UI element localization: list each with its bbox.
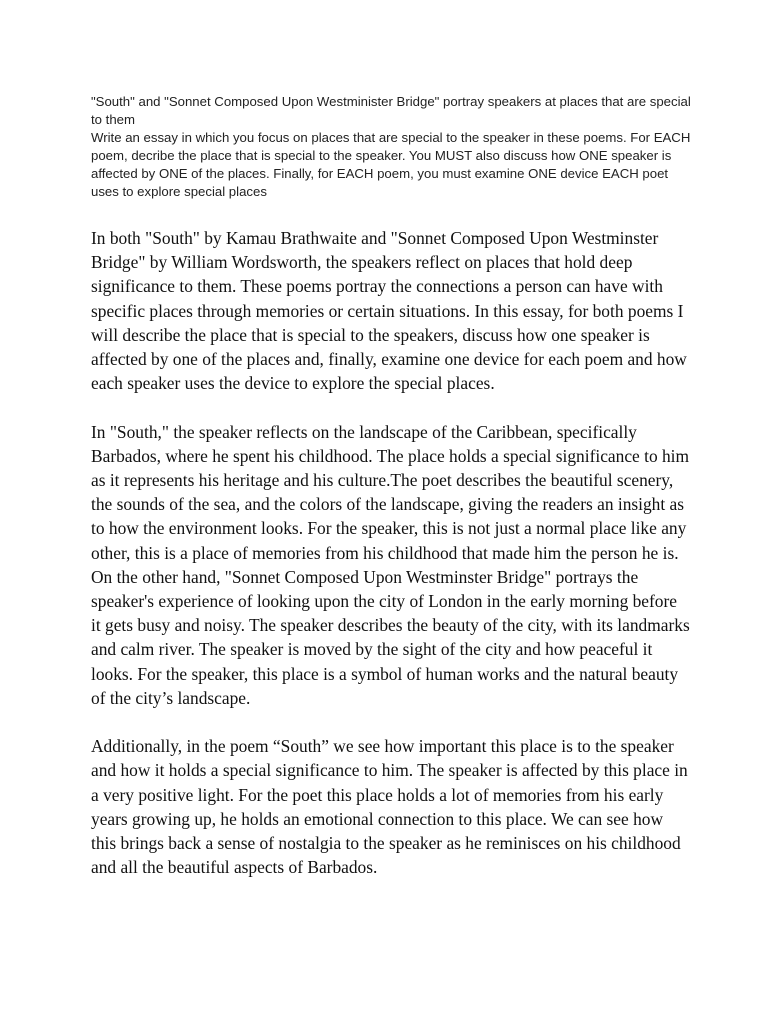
essay-paragraph-places: In "South," the speaker reflects on the landscape of the Caribbean, specifically Barbados, where he spent his childhood. The place holds a special significance to him as it represents his heritage and his culture.The poet describes the beautiful scenery, the sounds of the sea, and the colors of the landscape, giving the readers an insight as to how the environment looks. For the speaker, this is not just a normal place like any other, this is a place of memories from his childhood that made him the person he is. On the other hand, "Sonnet Composed Upon Westminster Bridge" portrays the speaker's experience of looking upon the city of London in the early morning before it gets busy and noisy. The speaker describes the beauty of the city, with its landmarks and calm river. The speaker is moved by the sight of the city and how peaceful it looks. For the speaker, this place is a symbol of human works and the natural beauty of the city’s landscape. bbox=[91, 421, 690, 708]
essay-prompt bbox=[91, 93, 691, 201]
prompt-title: "South" and "Sonnet Composed Upon Westminister Bridge" portray speakers at places that are special to them bbox=[91, 94, 691, 127]
essay-paragraph-speaker-affected: Additionally, in the poem “South” we see how important this place is to the speaker and how it holds a special significance to him. The speaker is affected by this place in a very positive light. For the poet this place holds a lot of memories from his early years growing up, he holds an emotional connection to this place. We can see how this brings back a sense of nostalgia to the speaker as he reminisces on his childhood and all the beautiful aspects of Barbados. bbox=[91, 736, 688, 878]
prompt-instructions: Write an essay in which you focus on places that are special to the speaker in these poems. For EACH poem, decribe the place that is special to the speaker. You MUST also discuss how ONE speaker is affected by ONE of the places. Finally, for EACH poem, you must examine ONE device EACH poet uses to explore special places bbox=[91, 130, 691, 199]
essay-paragraph-introduction: In both "South" by Kamau Brathwaite and "Sonnet Composed Upon Westminster Bridge" by William Wordsworth, the speakers reflect on places that hold deep significance to them. These poems portray the connections a person can have with specific places through memories or certain situations. In this essay, for both poems I will describe the place that is special to the speakers, discuss how one speaker is affected by one of the places and, finally, examine one device for each poem and how each speaker uses the device to explore the special places. bbox=[91, 228, 687, 394]
essay-body bbox=[91, 226, 691, 879]
